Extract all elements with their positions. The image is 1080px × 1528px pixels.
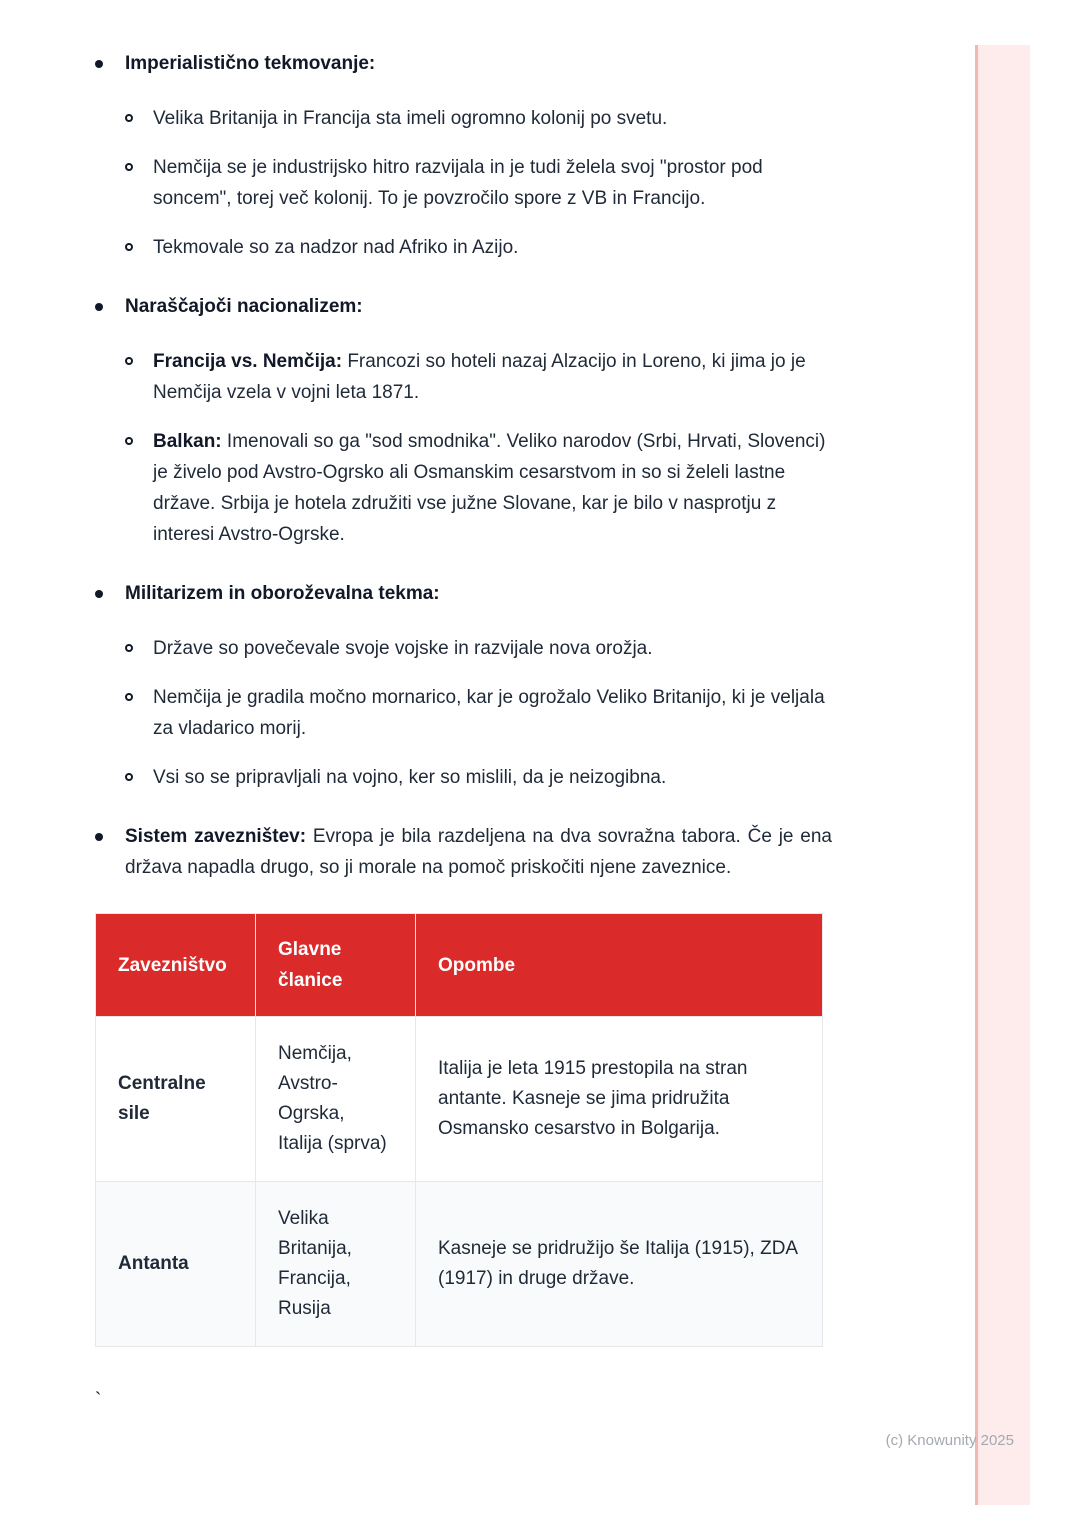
list-item (125, 682, 832, 744)
list-item (125, 232, 832, 263)
alliance-table (95, 913, 823, 1347)
disc-bullet-icon (95, 833, 103, 841)
table-row (96, 1017, 823, 1182)
list-item-lead: Francija vs. Nemčija: (153, 351, 343, 372)
section-body: Evropa je bila razdeljena na dva sovražna tabora. Če je ena država napadla drugo, so ji morale na pomoč priskočiti njene zaveznice. (125, 826, 832, 878)
section-title: Naraščajoči nacionalizem: (125, 296, 363, 317)
circle-bullet-icon (125, 693, 133, 701)
list-item-lead: Balkan: (153, 431, 222, 452)
disc-bullet-icon (95, 590, 103, 598)
copyright-footer: (c) Knowunity 2025 (885, 1432, 1014, 1449)
table-header-alliance: Zavezništvo (96, 914, 256, 1017)
circle-bullet-icon (125, 357, 133, 365)
list-item-text: Nemčija se je industrijsko hitro razvijala in je tudi želela svoj "prostor pod soncem", torej več kolonij. To je povzročilo spore z VB in Francijo. (153, 157, 763, 209)
list-item-text (153, 346, 832, 408)
list-item (125, 426, 832, 550)
cell-members: Nemčija, Avstro-Ogrska, Italija (sprva) (256, 1017, 416, 1182)
list-item (125, 152, 832, 214)
list-item-text: Tekmovale so za nadzor nad Afriko in Azijo. (153, 237, 519, 258)
circle-bullet-icon (125, 163, 133, 171)
list-item-body: Imenovali so ga "sod smodnika". Veliko narodov (Srbi, Hrvati, Slovenci) je živelo pod Avstro-Ogrsko ali Osmanskim cesarstvom in so si želeli lastne države. Srbija je hotela združiti vse južne Slovane, kar je bilo v nasprotju z interesi Avstro-Ogrske. (153, 431, 826, 545)
section-title: Imperialistično tekmovanje: (125, 53, 376, 74)
disc-bullet-icon (95, 60, 103, 68)
circle-bullet-icon (125, 114, 133, 122)
stray-character: ` (95, 1390, 102, 1411)
list-item-text: Države so povečevale svoje vojske in razvijale nova orožja. (153, 638, 653, 659)
table-header-row (96, 914, 823, 1017)
table-row (96, 1182, 823, 1347)
notes-content (95, 48, 832, 1416)
section-paragraph (125, 821, 832, 883)
list-item-text: Nemčija je gradila močno mornarico, kar je ogrožalo Veliko Britanijo, ki je veljala za vladarico morij. (153, 687, 825, 739)
cell-alliance: Centralne sile (96, 1017, 256, 1182)
list-item (125, 762, 832, 793)
bullet-section-imperialism (95, 48, 832, 263)
list-item-text: Vsi so se pripravljali na vojno, ker so mislili, da je neizogibna. (153, 767, 667, 788)
list-item-body: Francozi so hoteli nazaj Alzacijo in Loreno, ki jima jo je Nemčija vzela v vojni leta 1871. (153, 351, 806, 403)
circle-bullet-icon (125, 773, 133, 781)
bullet-section-militarism (95, 578, 832, 793)
table-header-members: Glavne članice (256, 914, 416, 1017)
circle-bullet-icon (125, 243, 133, 251)
bullet-section-alliances (95, 821, 832, 883)
section-title: Militarizem in oboroževalna tekma: (125, 583, 440, 604)
bullet-section-nationalism (95, 291, 832, 550)
list-item (125, 633, 832, 664)
decorative-stripe (975, 45, 1030, 1505)
list-item-text: Velika Britanija in Francija sta imeli ogromno kolonij po svetu. (153, 108, 668, 129)
cell-notes: Kasneje se pridružijo še Italija (1915), ZDA (1917) in druge države. (416, 1182, 823, 1347)
disc-bullet-icon (95, 303, 103, 311)
circle-bullet-icon (125, 437, 133, 445)
cell-members: Velika Britanija, Francija, Rusija (256, 1182, 416, 1347)
section-title-inline: Sistem zavezništev: (125, 826, 307, 847)
list-item-text (153, 426, 832, 550)
cell-notes: Italija je leta 1915 prestopila na stran antante. Kasneje se jima pridružita Osmansko cesarstvo in Bolgarija. (416, 1017, 823, 1182)
list-item (125, 346, 832, 408)
list-item (125, 103, 832, 134)
circle-bullet-icon (125, 644, 133, 652)
table-header-notes: Opombe (416, 914, 823, 1017)
cell-alliance: Antanta (96, 1182, 256, 1347)
